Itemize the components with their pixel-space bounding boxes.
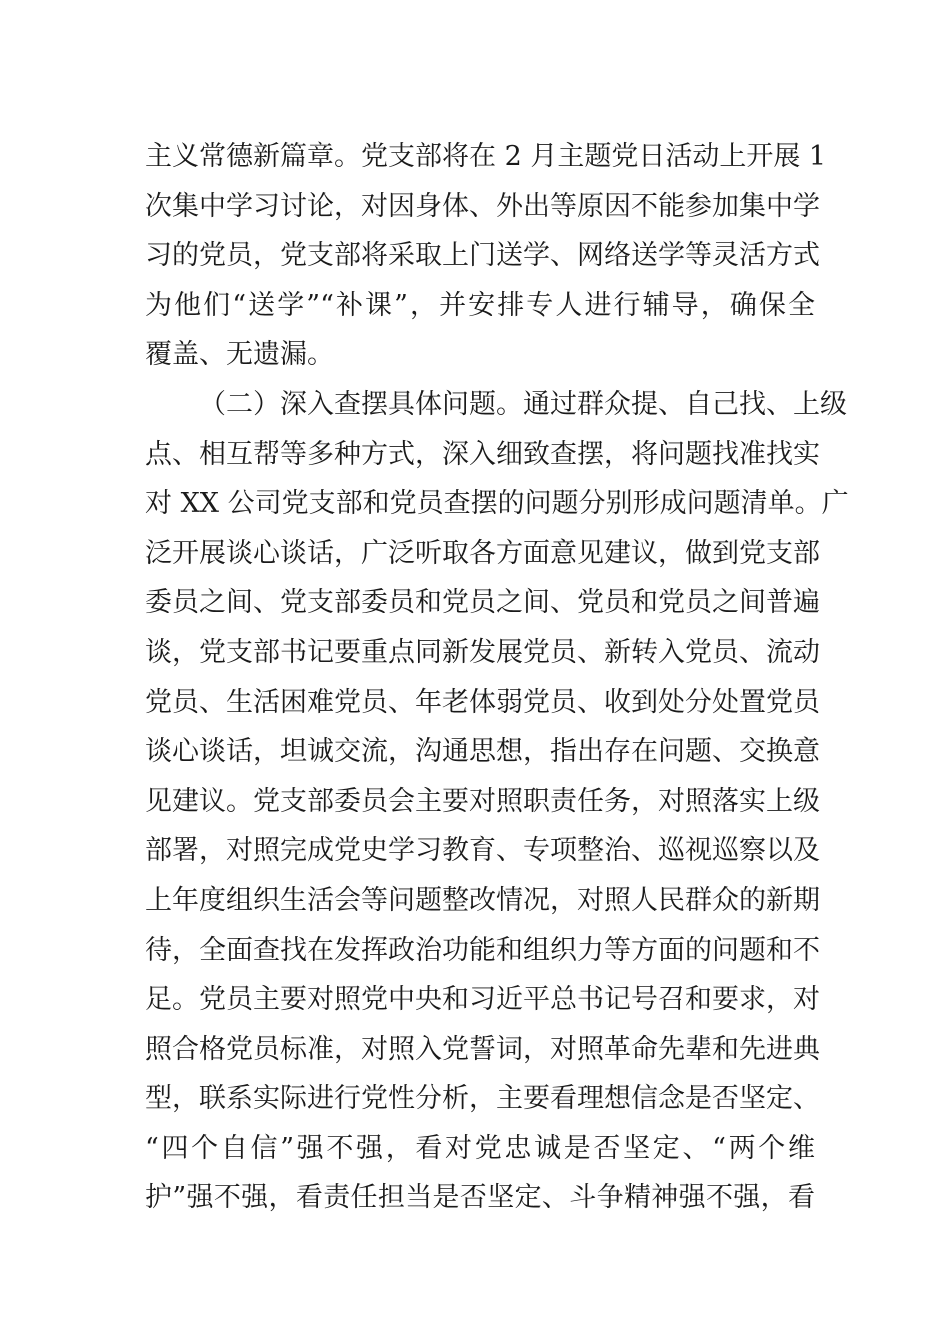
text-line: 谈心谈话，坦诚交流，沟通思想，指出存在问题、交换意 bbox=[145, 736, 820, 768]
text-line: 见建议。党支部委员会主要对照职责任务，对照落实上级 bbox=[145, 785, 820, 817]
text-line: 为他们“送学”“补课”，并安排专人进行辅导，确保全 bbox=[145, 289, 815, 321]
text-line: 覆盖、无遗漏。 bbox=[145, 339, 334, 371]
text-line: 泛开展谈心谈话，广泛听取各方面意见建议，做到党支部 bbox=[145, 537, 820, 569]
text-line: 照合格党员标准，对照入党誓词，对照革命先辈和先进典 bbox=[145, 1033, 820, 1065]
text-line: 足。党员主要对照党中央和习近平总书记号召和要求，对 bbox=[145, 984, 820, 1016]
text-line: 点、相互帮等多种方式，深入细致查摆，将问题找准找实 bbox=[145, 438, 820, 470]
text-line: 对 XX 公司党支部和党员查摆的问题分别形成问题清单。广 bbox=[145, 488, 849, 520]
text-line: 党员、生活困难党员、年老体弱党员、收到处分处置党员 bbox=[145, 686, 820, 718]
text-line: 习的党员，党支部将采取上门送学、网络送学等灵活方式 bbox=[145, 240, 820, 272]
text-line: 主义常德新篇章。党支部将在 2 月主题党日活动上开展 1 bbox=[145, 141, 827, 172]
text-line: 上年度组织生活会等问题整改情况，对照人民群众的新期 bbox=[145, 884, 820, 916]
section-heading-line: （二）深入查摆具体问题。通过群众提、自己找、上级 bbox=[199, 388, 847, 420]
text-line: 护”强不强，看责任担当是否坚定、斗争精神强不强，看 bbox=[145, 1182, 815, 1214]
text-line: 委员之间、党支部委员和党员之间、党员和党员之间普遍 bbox=[145, 587, 820, 619]
text-line: 次集中学习讨论，对因身体、外出等原因不能参加集中学 bbox=[145, 190, 820, 222]
text-line: 部署，对照完成党史学习教育、专项整治、巡视巡察以及 bbox=[145, 835, 820, 867]
text-line: 待，全面查找在发挥政治功能和组织力等方面的问题和不 bbox=[145, 934, 820, 966]
text-line: “四个自信”强不强，看对党忠诚是否坚定、“两个维 bbox=[145, 1132, 815, 1164]
body-text bbox=[145, 132, 849, 1223]
text-line: 谈，党支部书记要重点同新发展党员、新转入党员、流动 bbox=[145, 636, 820, 668]
text-line: 型，联系实际进行党性分析，主要看理想信念是否坚定、 bbox=[145, 1083, 820, 1115]
